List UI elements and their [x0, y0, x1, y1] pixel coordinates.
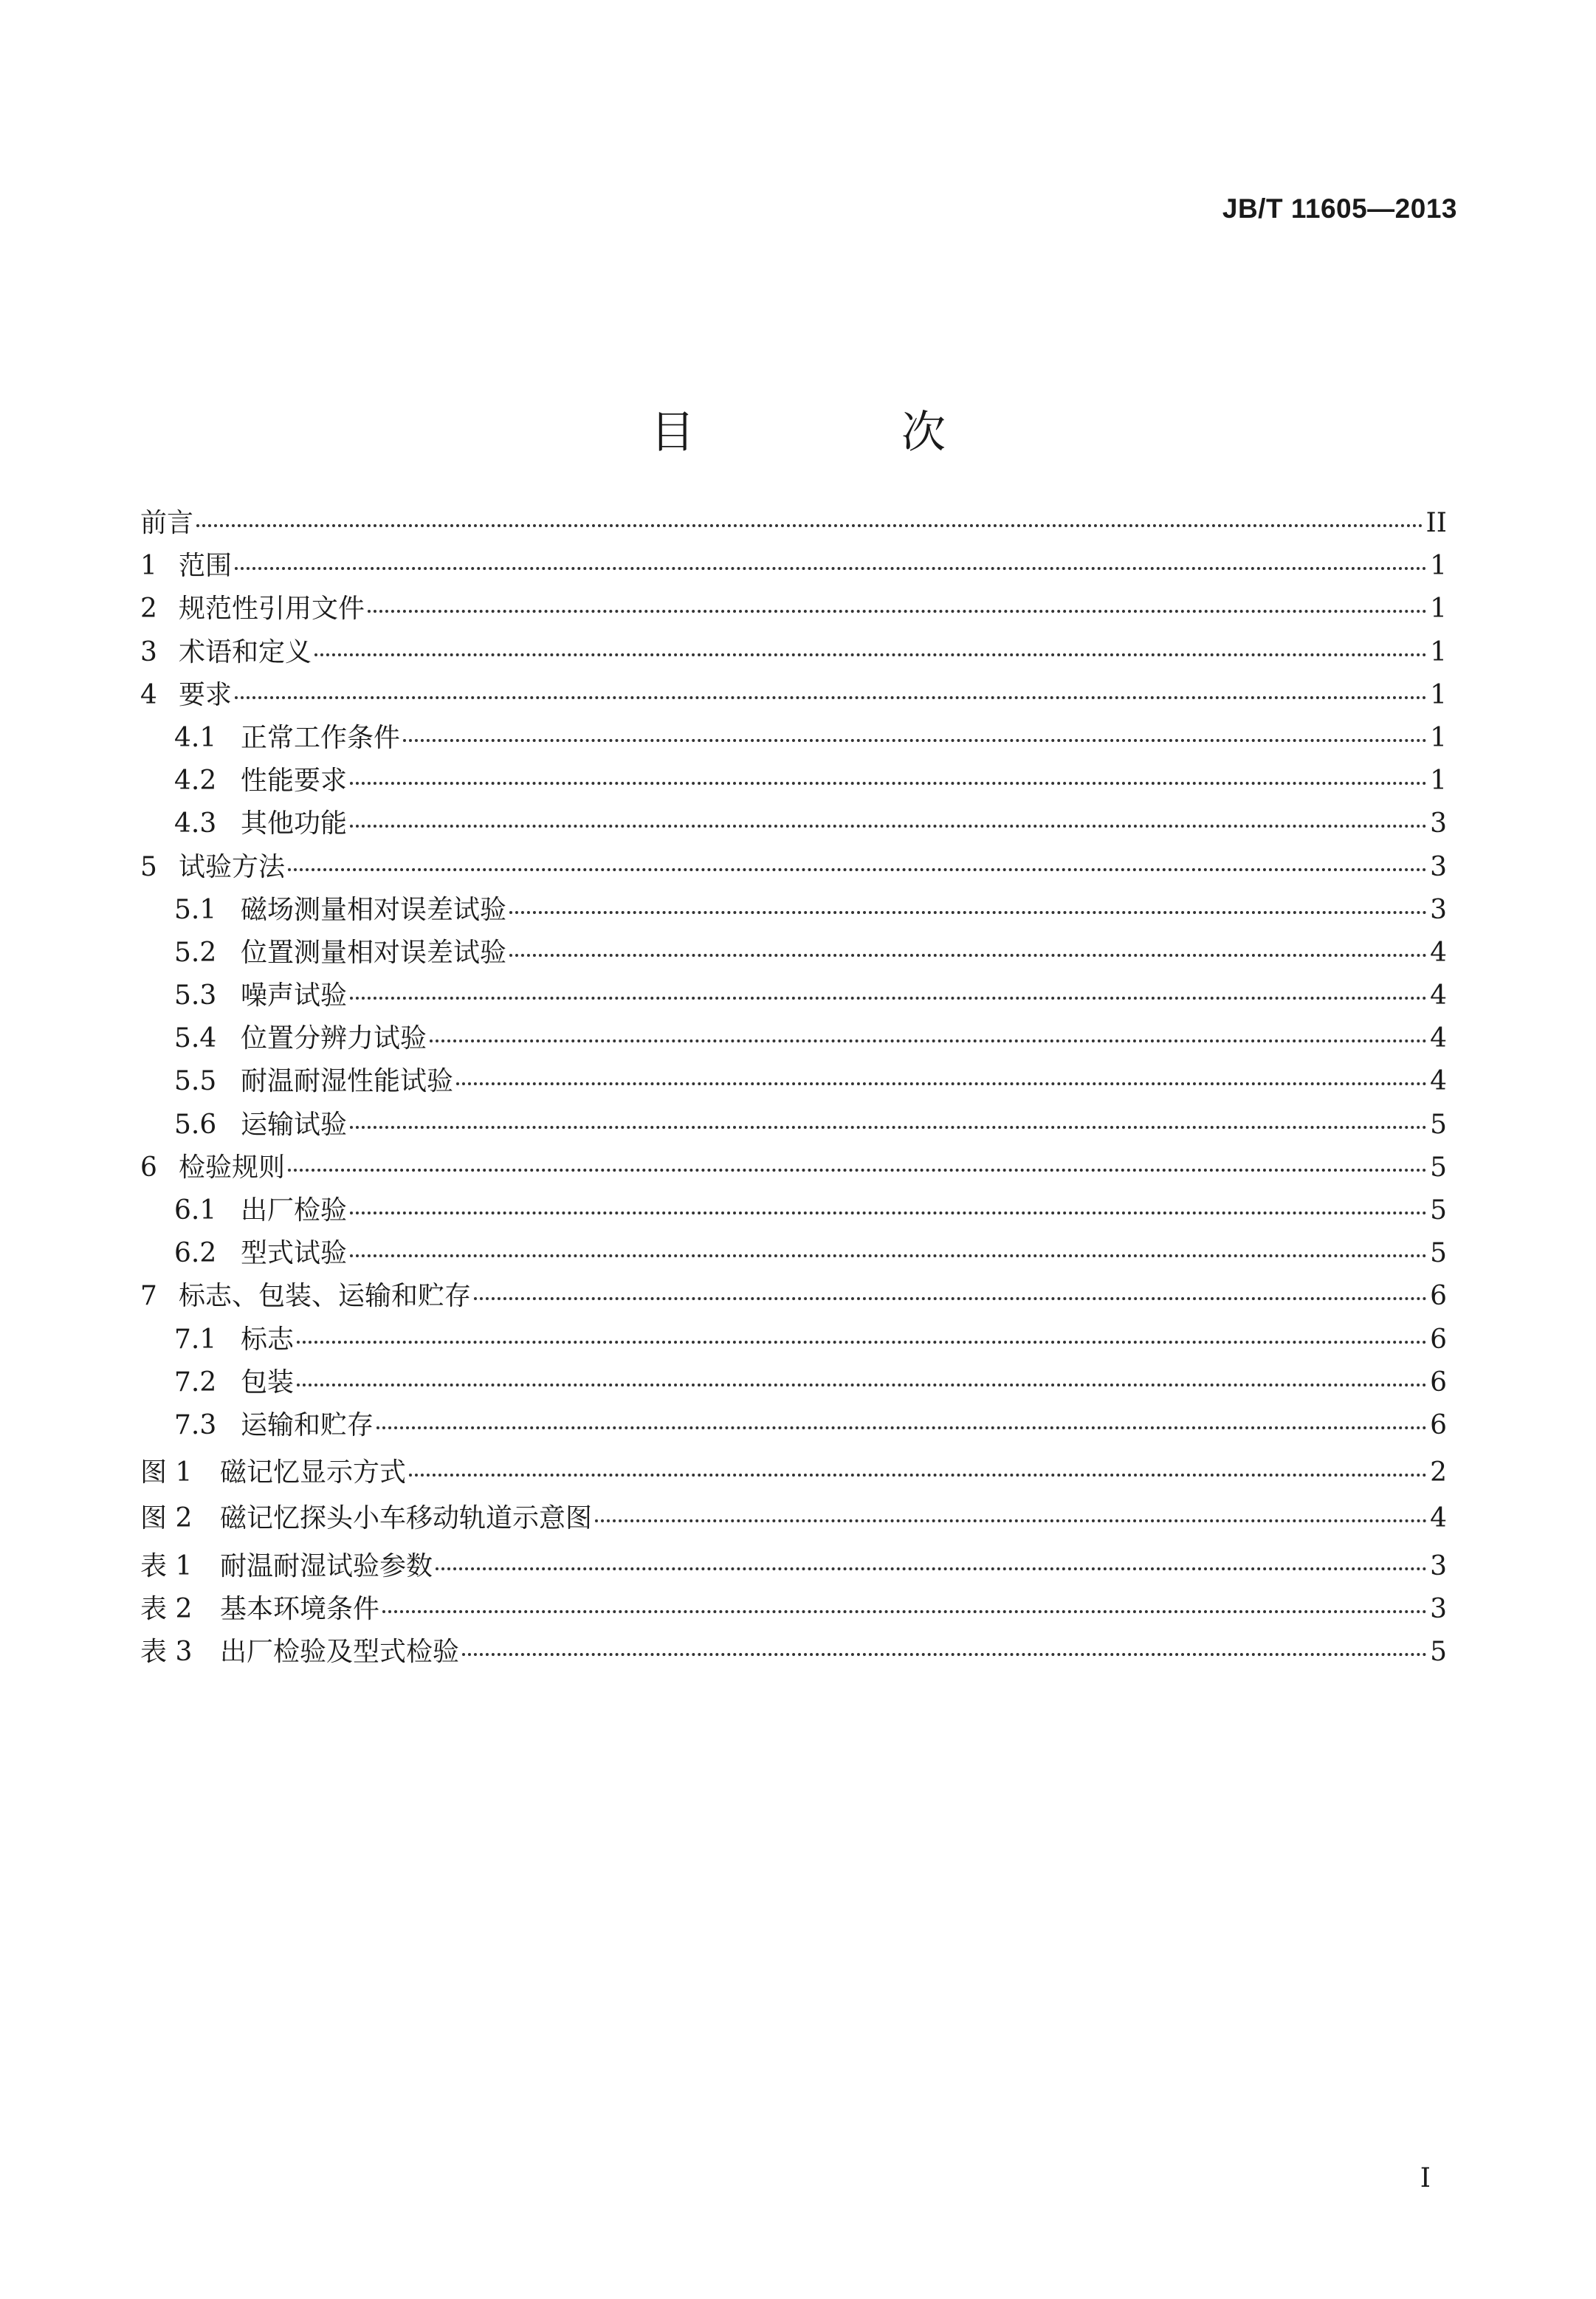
toc-entry-page: 4 [1430, 1023, 1447, 1054]
toc-leader-dots [196, 524, 1423, 527]
toc-leader-dots [436, 1567, 1427, 1570]
toc-entry-label: 出厂检验 [241, 1195, 348, 1226]
toc-entry-number: 6.1 [174, 1195, 217, 1226]
toc-entry-page: 5 [1430, 1636, 1447, 1667]
toc-entry-number: 5.2 [174, 937, 217, 968]
toc-entry-label: 位置分辨力试验 [241, 1023, 427, 1054]
toc-leader-dots [509, 911, 1427, 914]
toc-entry-number: 4.3 [174, 808, 217, 839]
toc-entry-number: 6 [140, 1152, 157, 1183]
toc-entry-page: 6 [1430, 1367, 1447, 1398]
toc-entry[interactable] [140, 1060, 1447, 1103]
toc-entry-number: 5.3 [174, 980, 217, 1011]
toc-entry[interactable] [140, 1232, 1447, 1275]
toc-entry[interactable] [140, 1588, 1447, 1631]
toc-entry-label: 正常工作条件 [241, 722, 401, 753]
page-title: 目 次 [650, 407, 1027, 459]
toc-entry[interactable] [140, 1631, 1447, 1674]
toc-entry[interactable] [140, 1147, 1447, 1189]
toc-entry-page: 1 [1430, 766, 1447, 797]
toc-entry-page: 3 [1430, 851, 1447, 882]
toc-leader-dots [462, 1653, 1427, 1656]
toc-entry[interactable] [140, 502, 1447, 545]
toc-entry-label: 规范性引用文件 [179, 594, 365, 625]
toc-entry[interactable] [140, 631, 1447, 674]
toc-leader-dots [350, 1212, 1427, 1214]
toc-entry-page: 1 [1430, 551, 1447, 582]
toc-entry-number: 表 1 [140, 1550, 193, 1581]
toc-entry[interactable] [140, 1104, 1447, 1147]
toc-entry-page: 1 [1430, 722, 1447, 753]
toc-entry-label: 位置测量相对误差试验 [241, 937, 507, 968]
toc-entry-page: 1 [1430, 679, 1447, 710]
toc-entry-label: 基本环境条件 [220, 1593, 380, 1624]
toc-entry[interactable] [140, 545, 1447, 588]
toc-leader-dots [350, 1126, 1427, 1129]
toc-leader-dots [456, 1082, 1427, 1085]
toc-leader-dots [409, 1474, 1427, 1477]
toc-entry-label: 运输和贮存 [241, 1409, 374, 1440]
toc-entry[interactable] [140, 932, 1447, 975]
toc-entry-number: 5.1 [174, 894, 217, 925]
toc-entry-label: 耐温耐湿试验参数 [220, 1550, 433, 1581]
toc-leader-dots [297, 1384, 1427, 1386]
toc-entry-number: 4 [140, 679, 157, 710]
toc-entry-label: 性能要求 [241, 766, 348, 797]
toc-leader-dots [314, 653, 1427, 656]
toc-entry-label: 磁记忆显示方式 [220, 1457, 407, 1488]
toc-entry-label: 标志、包装、运输和贮存 [179, 1281, 472, 1312]
toc-entry-number: 5.4 [174, 1023, 217, 1054]
toc-entry-number: 2 [140, 594, 157, 625]
table-of-contents [140, 502, 1447, 1674]
toc-entry-label: 前言 [140, 508, 194, 538]
toc-entry-number: 5.6 [174, 1109, 217, 1140]
toc-entry[interactable] [140, 760, 1447, 803]
toc-entry-label: 包装 [241, 1367, 295, 1398]
toc-entry-page: 5 [1430, 1195, 1447, 1226]
toc-entry-number: 7.2 [174, 1367, 217, 1398]
toc-leader-dots [350, 997, 1427, 1000]
toc-entry[interactable] [140, 1451, 1447, 1494]
toc-entry-page: 1 [1430, 636, 1447, 667]
toc-entry-number: 5 [140, 851, 157, 882]
toc-leader-dots [382, 1610, 1427, 1613]
toc-leader-dots [288, 1169, 1427, 1172]
toc-entry-page: 5 [1430, 1109, 1447, 1140]
toc-entry[interactable] [140, 1404, 1447, 1447]
toc-leader-dots [350, 825, 1427, 828]
toc-entry-label: 型式试验 [241, 1238, 348, 1269]
document-code: JB/T 11605—2013 [1222, 193, 1457, 224]
toc-entry[interactable] [140, 846, 1447, 889]
toc-entry-number: 7 [140, 1281, 157, 1312]
toc-leader-dots [297, 1341, 1427, 1344]
toc-entry-label: 标志 [241, 1324, 295, 1355]
toc-entry-number: 图 1 [140, 1457, 193, 1488]
toc-entry-number: 4.2 [174, 766, 217, 797]
toc-entry-label: 试验方法 [179, 851, 286, 882]
toc-leader-dots [595, 1519, 1427, 1522]
toc-entry[interactable] [140, 1361, 1447, 1404]
toc-leader-dots [509, 954, 1427, 957]
toc-entry[interactable] [140, 588, 1447, 630]
toc-entry-number: 表 3 [140, 1636, 193, 1667]
toc-entry-page: 6 [1430, 1324, 1447, 1355]
toc-entry[interactable] [140, 1275, 1447, 1318]
toc-leader-dots [474, 1297, 1427, 1300]
toc-entry-page: II [1425, 508, 1447, 538]
toc-entry-page: 6 [1430, 1409, 1447, 1440]
toc-entry-page: 3 [1430, 1550, 1447, 1581]
toc-leader-dots [350, 782, 1427, 785]
toc-entry-page: 2 [1430, 1457, 1447, 1488]
toc-entry-page: 4 [1430, 937, 1447, 968]
toc-entry-label: 检验规则 [179, 1152, 286, 1183]
toc-entry-number: 1 [140, 551, 157, 582]
toc-entry-page: 5 [1430, 1152, 1447, 1183]
toc-entry-label: 噪声试验 [241, 980, 348, 1011]
toc-entry[interactable] [140, 1189, 1447, 1232]
toc-entry-label: 要求 [179, 679, 233, 710]
toc-entry-label: 范围 [179, 551, 233, 582]
toc-entry-label: 术语和定义 [179, 636, 312, 667]
toc-entry-number: 图 2 [140, 1503, 193, 1534]
toc-entry-number: 5.5 [174, 1066, 217, 1097]
toc-leader-dots [430, 1039, 1427, 1042]
toc-entry-label: 磁记忆探头小车移动轨道示意图 [220, 1503, 593, 1534]
toc-entry-page: 5 [1430, 1238, 1447, 1269]
toc-entry-number: 7.3 [174, 1409, 217, 1440]
toc-entry-page: 4 [1430, 1066, 1447, 1097]
toc-entry-page: 4 [1430, 980, 1447, 1011]
toc-entry-label: 耐温耐湿性能试验 [241, 1066, 454, 1097]
toc-leader-dots [288, 868, 1427, 871]
toc-entry[interactable] [140, 1545, 1447, 1588]
toc-entry-page: 3 [1430, 808, 1447, 839]
toc-entry-label: 磁场测量相对误差试验 [241, 894, 507, 925]
page-number: I [1420, 2163, 1431, 2193]
toc-leader-dots [368, 610, 1427, 613]
toc-entry-page: 1 [1430, 594, 1447, 625]
toc-entry-label: 运输试验 [241, 1109, 348, 1140]
toc-entry-page: 3 [1430, 1593, 1447, 1624]
toc-entry-page: 3 [1430, 894, 1447, 925]
toc-entry-page: 6 [1430, 1281, 1447, 1312]
toc-entry-label: 其他功能 [241, 808, 348, 839]
toc-entry-page: 4 [1430, 1503, 1447, 1534]
toc-entry[interactable] [140, 1497, 1447, 1540]
toc-entry-label: 出厂检验及型式检验 [220, 1636, 460, 1667]
toc-entry[interactable] [140, 889, 1447, 932]
toc-entry[interactable] [140, 1017, 1447, 1060]
toc-entry[interactable] [140, 803, 1447, 845]
toc-entry-number: 4.1 [174, 722, 217, 753]
toc-leader-dots [350, 1254, 1427, 1257]
toc-entry-number: 7.1 [174, 1324, 217, 1355]
toc-leader-dots [376, 1426, 1427, 1429]
toc-entry-number: 6.2 [174, 1238, 217, 1269]
toc-leader-dots [235, 696, 1427, 699]
toc-entry[interactable] [140, 717, 1447, 760]
toc-entry[interactable] [140, 1319, 1447, 1361]
toc-entry[interactable] [140, 674, 1447, 717]
toc-entry-number: 表 2 [140, 1593, 193, 1624]
toc-entry[interactable] [140, 975, 1447, 1017]
toc-entry-number: 3 [140, 636, 157, 667]
toc-leader-dots [235, 567, 1427, 570]
toc-leader-dots [403, 739, 1427, 742]
